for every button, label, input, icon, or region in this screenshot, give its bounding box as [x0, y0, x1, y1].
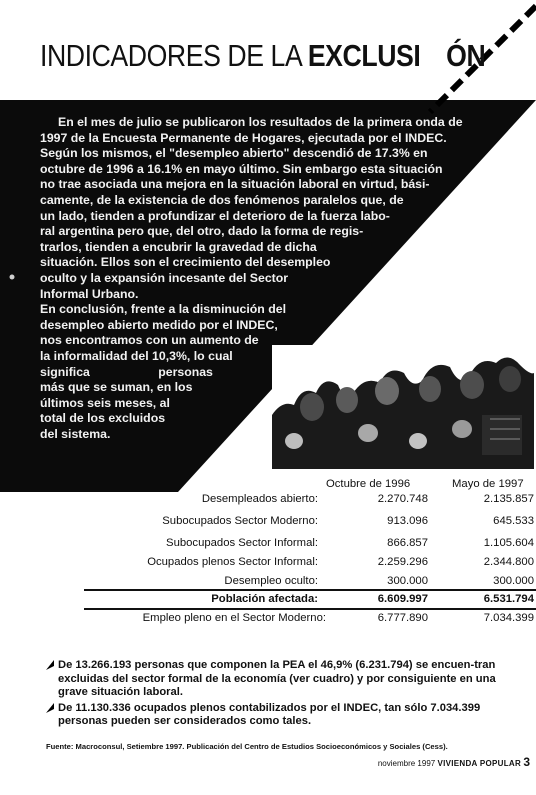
row-value-1996: 6.609.997	[377, 593, 428, 605]
row-value-1997: 2.135.857	[483, 493, 534, 505]
note-paragraph	[46, 702, 526, 729]
article-line: En el mes de julio se publicaron los resultados de la primera onda de	[58, 115, 463, 129]
article-line: últimos seis meses, al	[40, 395, 170, 410]
note-paragraph	[46, 659, 526, 700]
article-line: no trae asociada una mejora en la situación laboral en virtud, bási-	[40, 177, 430, 192]
article-line: nos encontramos con un aumento de	[40, 333, 259, 348]
row-label: Ocupados plenos Sector Informal:	[147, 556, 318, 568]
footer-magazine: VIVIENDA POPULAR	[437, 759, 522, 768]
source-citation: Fuente: Macroconsul, Setiembre 1997. Publicación del Centro de Estudios Socioeconómicos y Sociales (Cess).	[46, 742, 448, 751]
column-header-1997: Mayo de 1997	[452, 478, 524, 490]
article-line: un lado, tienden a profundizar el deterioro de la fuerza labo-	[40, 208, 390, 223]
row-value-1997: 1.105.604	[483, 537, 534, 549]
article-line: Informal Urbano.	[40, 286, 139, 301]
row-value-1997: 645.533	[493, 515, 534, 527]
article-line: más que se suman, en los	[40, 380, 193, 395]
page-number: 3	[523, 755, 530, 769]
row-label: Desempleados abierto:	[201, 493, 318, 505]
table-divider	[84, 589, 536, 591]
table-row	[120, 493, 536, 510]
article-line: oculto y la expansión incesante del Sector	[40, 270, 289, 285]
column-header-1996: Octubre de 1996	[326, 478, 411, 490]
article-line: la informalidad del 10,3%, lo cual	[40, 348, 233, 363]
article-line: ral argentina pero que, del otro, dado la forma de regis-	[40, 224, 364, 239]
arrow-marker-icon	[46, 703, 54, 713]
page-footer	[378, 755, 530, 769]
row-value-1997: 6.531.794	[483, 593, 534, 605]
table-row	[120, 612, 536, 629]
article-line: trarlos, tienden a encubrir la gravedad de dicha	[40, 239, 317, 254]
row-value-1996: 300.000	[387, 575, 428, 587]
row-value-1997: 2.344.800	[483, 556, 534, 568]
table-row	[120, 515, 536, 532]
article-line: En conclusión, frente a la disminución del	[40, 302, 286, 317]
row-label: Empleo pleno en el Sector Moderno:	[142, 612, 326, 624]
row-value-1996: 2.270.748	[377, 493, 428, 505]
row-value-1996: 866.857	[387, 537, 428, 549]
article-line: del sistema.	[40, 426, 111, 441]
page-title	[40, 38, 485, 74]
article-line: significa personas	[40, 364, 213, 379]
article-line: Según los mismos, el "desempleo abierto" descendió de 17.3% en	[40, 146, 428, 161]
title-regular: INDICADORES DE LA	[40, 38, 308, 73]
row-label: Población afectada:	[211, 593, 318, 605]
note-text: De 13.266.193 personas que componen la PEA el 46,9% (6.231.794) se encuen-tran excluidas del sector formal de la economía (ver cuadro) y por consiguiente en una grave situación laboral.	[58, 659, 496, 698]
title-bold-1: EXCLUSI	[307, 38, 421, 73]
footnotes	[46, 659, 526, 731]
row-label: Subocupados Sector Informal:	[166, 537, 318, 549]
article-line: total de los excluidos	[40, 411, 166, 426]
row-value-1997: 7.034.399	[483, 612, 534, 624]
article-line: situación. Ellos son el crecimiento del desempleo	[40, 255, 331, 270]
title-bold-2: ÓN	[446, 38, 486, 73]
row-value-1997: 300.000	[493, 575, 534, 587]
article-line: 1997 de la Encuesta Permanente de Hogares, ejecutada por el INDEC.	[40, 130, 447, 145]
table-row	[120, 537, 536, 554]
row-value-1996: 913.096	[387, 515, 428, 527]
article-line: camente, de la existencia de dos fenómenos paralelos que, de	[40, 192, 404, 207]
row-value-1996: 6.777.890	[377, 612, 428, 624]
crowd-photo	[272, 345, 534, 469]
footer-date: noviembre 1997	[377, 759, 436, 768]
table-row	[120, 556, 536, 573]
note-text: De 11.130.336 ocupados plenos contabilizados por el INDEC, tan sólo 7.034.399 personas pueden ser considerados como tales.	[58, 701, 481, 727]
row-label: Subocupados Sector Moderno:	[162, 515, 318, 527]
table-divider	[84, 608, 536, 610]
row-label: Desempleo oculto:	[224, 575, 318, 587]
article-line: octubre de 1996 a 16.1% en mayo último. Sin embargo esta situación	[40, 161, 443, 176]
article-line: desempleo abierto medido por el INDEC,	[40, 317, 278, 332]
row-value-1996: 2.259.296	[377, 556, 428, 568]
arrow-marker-icon	[46, 660, 54, 670]
